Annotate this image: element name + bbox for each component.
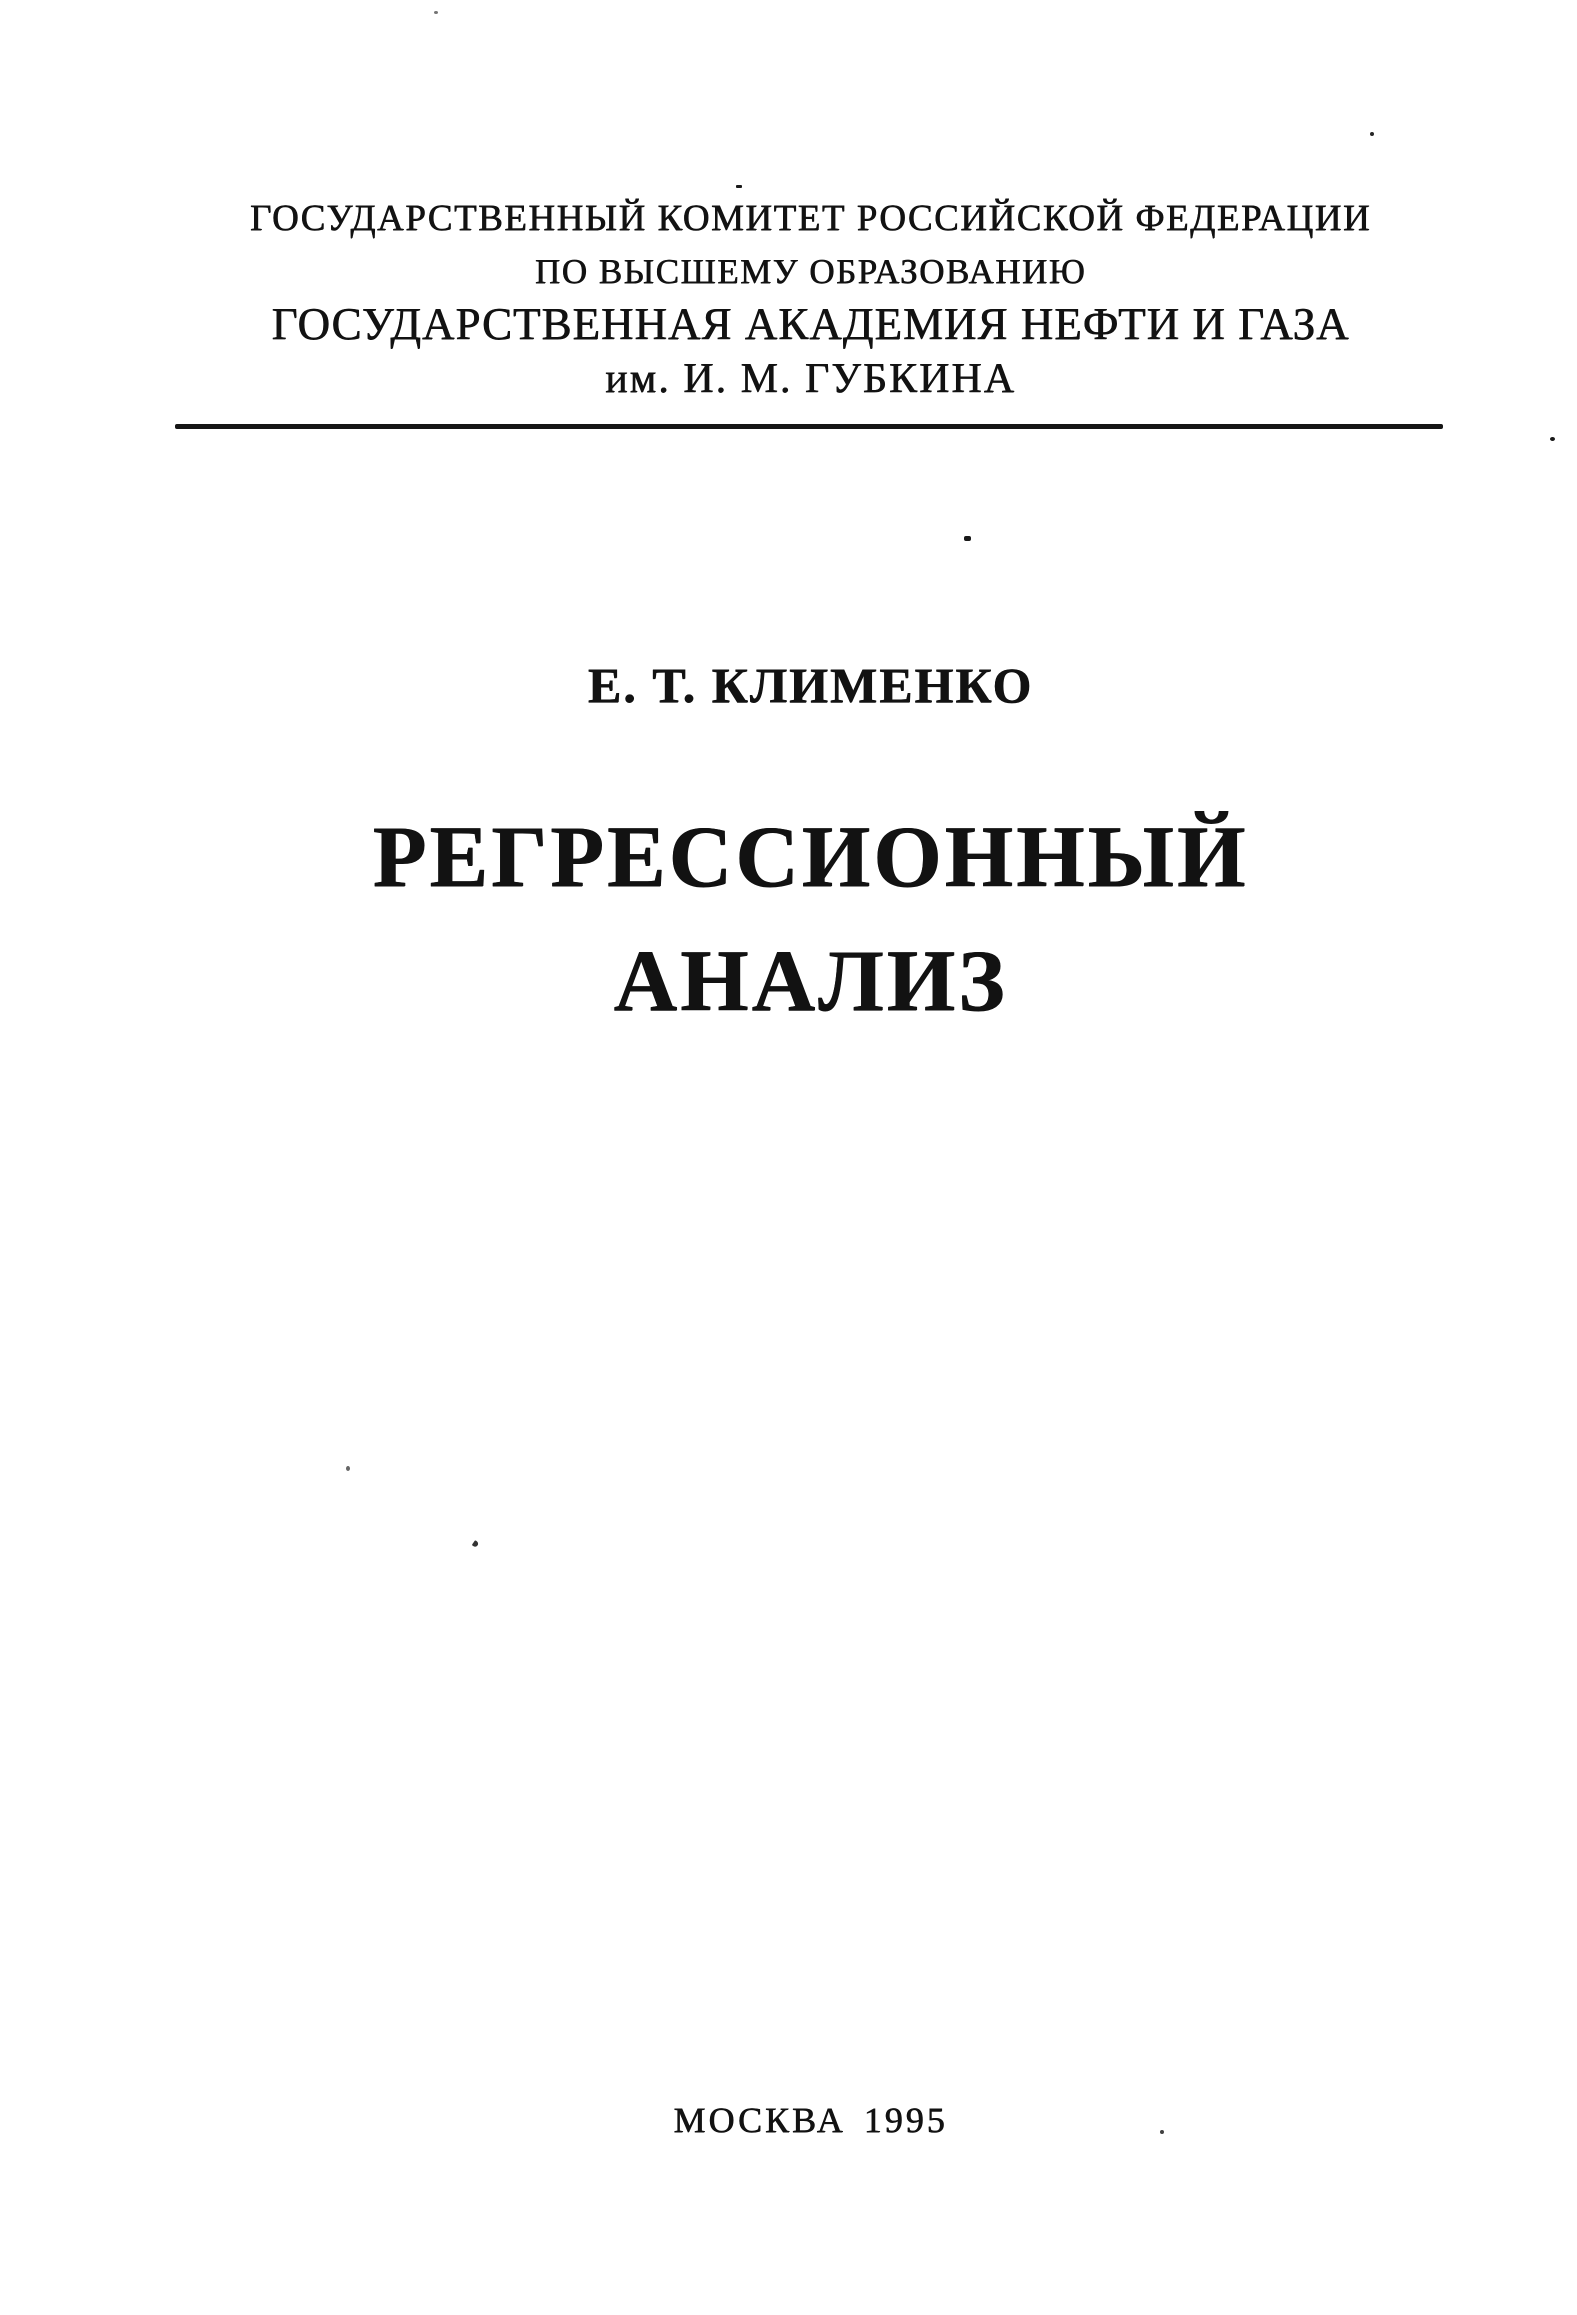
scan-speck	[346, 1466, 350, 1471]
imprint-city: МОСКВА	[673, 2100, 846, 2140]
header-divider-rule	[175, 424, 1443, 429]
book-title-line2: АНАЛИЗ	[613, 933, 1008, 1030]
committee-name-line1: ГОСУДАРСТВЕННЫЙ КОМИТЕТ РОССИЙСКОЙ ФЕДЕРАЦИИ	[249, 198, 1372, 239]
scan-speck	[1370, 132, 1374, 136]
imprint-year: 1995	[863, 2100, 948, 2140]
scan-speck	[964, 536, 971, 541]
scan-speck	[1160, 2130, 1164, 2134]
academy-named-after-line: им. И. М. ГУБКИНА	[605, 356, 1016, 402]
scan-speck	[736, 185, 742, 188]
committee-name-line2: ПО ВЫСШЕМУ ОБРАЗОВАНИЮ	[534, 252, 1087, 291]
scan-speck	[472, 1540, 480, 1548]
scan-speck	[434, 11, 438, 14]
academy-name-line: ГОСУДАРСТВЕННАЯ АКАДЕМИЯ НЕФТИ И ГАЗА	[271, 299, 1350, 349]
book-title-line1: РЕГРЕССИОННЫЙ	[372, 809, 1249, 906]
imprint-line	[673, 2102, 947, 2138]
scan-speck	[1550, 437, 1555, 441]
author-name: Е. Т. КЛИМЕНКО	[587, 657, 1034, 713]
